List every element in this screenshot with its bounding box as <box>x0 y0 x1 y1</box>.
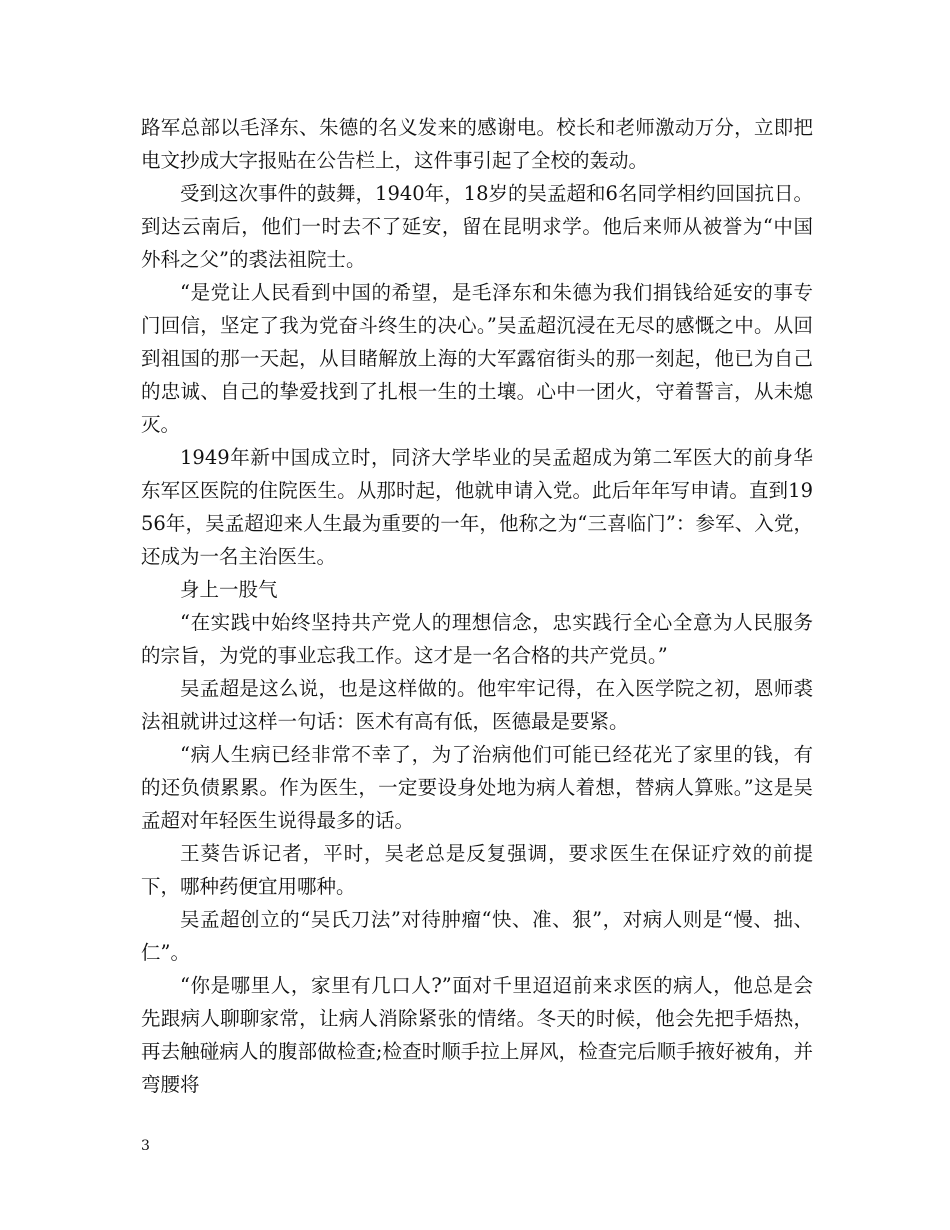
paragraph: “是党让人民看到中国的希望，是毛泽东和朱德为我们捐钱给延安的事专门回信，坚定了我为党奋斗终生的决心。”吴孟超沉浸在无尽的感慨之中。从回到祖国的那一天起，从目睹解放上海的大军露宿街头的那一刻起，他已为自己的忠诚、自己的挚爱找到了扎根一生的土壤。心中一团火，守着誓言，从未熄灭。 <box>141 281 813 436</box>
paragraph: “病人生病已经非常不幸了，为了治病他们可能已经花光了家里的钱，有的还负债累累。作为医生，一定要设身处地为病人着想，替病人算账。”这是吴孟超对年轻医生说得最多的话。 <box>141 743 813 832</box>
section-heading: 身上一股气 <box>180 578 278 601</box>
paragraph: 受到这次事件的鼓舞，1940年，18岁的吴孟超和6名同学相约回国抗日。到达云南后，他们一时去不了延安，留在昆明求学。他后来师从被誉为“中国外科之父”的裘法祖院士。 <box>141 182 813 271</box>
paragraph: “在实践中始终坚持共产党人的理想信念，忠实践行全心全意为人民服务的宗旨，为党的事业忘我工作。这才是一名合格的共产党员。” <box>141 611 813 667</box>
paragraph-continued: 路军总部以毛泽东、朱德的名义发来的感谢电。校长和老师激动万分，立即把电文抄成大字报贴在公告栏上，这件事引起了全校的轰动。 <box>141 116 813 172</box>
paragraph: 吴孟超是这么说，也是这样做的。他牢牢记得，在入医学院之初，恩师裘法祖就讲过这样一句话：医术有高有低，医德最是要紧。 <box>141 677 813 733</box>
body-text <box>141 111 813 1101</box>
paragraph: 王葵告诉记者，平时，吴老总是反复强调，要求医生在保证疗效的前提下，哪种药便宜用哪种。 <box>141 842 813 898</box>
paragraph: 1949年新中国成立时，同济大学毕业的吴孟超成为第二军医大的前身华东军区医院的住院医生。从那时起，他就申请入党。此后年年写申请。直到1956年，吴孟超迎来人生最为重要的一年，他称之为“三喜临门”：参军、入党，还成为一名主治医生。 <box>141 446 813 568</box>
paragraph: “你是哪里人，家里有几口人?”面对千里迢迢前来求医的病人，他总是会先跟病人聊聊家常，让病人消除紧张的情绪。冬天的时候，他会先把手焐热，再去触碰病人的腹部做检查;检查时顺手拉上屏风，检查完后顺手掖好被角，并弯腰将 <box>141 974 813 1096</box>
page-number: 3 <box>141 1138 150 1154</box>
paragraph: 吴孟超创立的“吴氏刀法”对待肿瘤“快、准、狠”，对病人则是“慢、拙、仁”。 <box>141 908 813 964</box>
